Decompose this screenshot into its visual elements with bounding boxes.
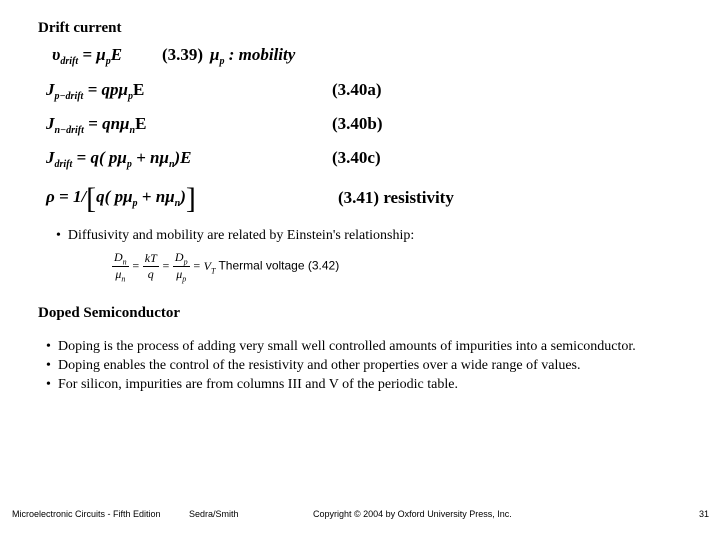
fraction-kt-q: $\frac{kT}{q}$ bbox=[144, 251, 157, 282]
mobility-note: $\mu_p$ : mobility bbox=[210, 45, 296, 67]
footer-copyright: Copyright © 2004 by Oxford University Press, Inc. bbox=[313, 509, 512, 519]
equation-3-41-number: (3.41) resistivity bbox=[338, 188, 454, 207]
vt-symbol: $V_T$ bbox=[203, 258, 216, 276]
einstein-equation: $\frac{D_n}{\mu_n}$ = $\frac{kT}{q}$ = $\frac{D_p}{\mu_p}$ = $V_T$ Thermal voltage (3.42) bbox=[114, 250, 340, 284]
right-bracket: ] bbox=[185, 182, 196, 215]
equation-3-40c-number: (3.40c) bbox=[332, 148, 381, 167]
doped-semiconductor-heading: Doped Semiconductor bbox=[38, 305, 181, 321]
footer-book-title: Microelectronic Circuits - Fifth Edition bbox=[12, 509, 161, 519]
footer-page-number: 31 bbox=[699, 509, 710, 519]
thermal-voltage-label: Thermal voltage (3.42) bbox=[218, 258, 340, 273]
left-bracket: [ bbox=[86, 182, 97, 215]
equation-3-41: ρ = 1/[q( $p\mu_p + n\mu_n$)] bbox=[46, 182, 196, 215]
equation-3-40a: $J_{p-drift} = qp\mu_pE$ bbox=[46, 80, 145, 102]
fraction-dp-mup: $\frac{D_p}{\mu_p}$ bbox=[174, 250, 188, 284]
bullet-dot: • bbox=[56, 228, 68, 243]
footer-authors: Sedra/Smith bbox=[189, 509, 239, 519]
equation-3-39-number: (3.39) bbox=[162, 45, 204, 64]
fraction-dn-mun: $\frac{D_n}{\mu_n}$ bbox=[114, 250, 127, 284]
list-item: • For silicon, impurities are from columns III and V of the periodic table. bbox=[46, 376, 636, 393]
equation-3-40b-number: (3.40b) bbox=[332, 114, 383, 133]
doped-bullet-list bbox=[46, 338, 636, 395]
equation-3-40c: $J_{drift} = q$( $p\mu_p + n\mu_n)E$ bbox=[46, 148, 192, 170]
list-item: • Doping is the process of adding very small well controlled amounts of impurities into a semiconductor. bbox=[46, 338, 636, 355]
equation-3-40b: $J_{n-drift} = qn\mu_nE$ bbox=[46, 114, 147, 136]
equation-3-40a-number: (3.40a) bbox=[332, 80, 382, 99]
equation-3-39: $\upsilon_{drift} = \mu_pE$ bbox=[52, 45, 123, 67]
einstein-bullet: • Diffusivity and mobility are related by Einstein's relationship: bbox=[56, 228, 415, 243]
drift-current-heading: Drift current bbox=[38, 20, 122, 36]
list-item: • Doping enables the control of the resistivity and other properties over a wide range of values. bbox=[46, 357, 636, 374]
